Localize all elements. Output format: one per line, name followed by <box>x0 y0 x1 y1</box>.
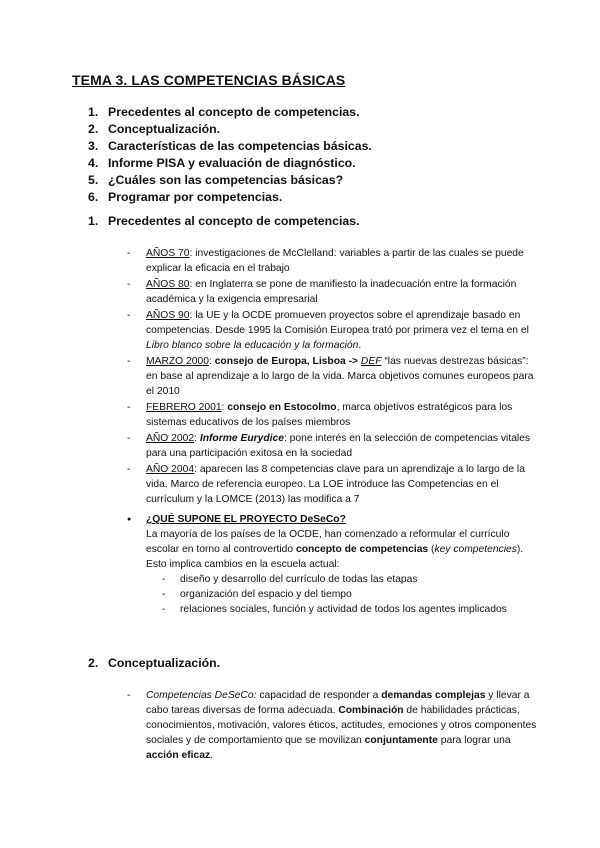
list-item: - diseño y desarrollo del currículo de todas las etapas <box>162 572 537 587</box>
deseco-block <box>127 512 537 617</box>
changes-list <box>127 572 537 617</box>
list-item: - AÑO 2004: aparecen las 8 competencias clave para un aprendizaje a lo largo de la vida. Marco de referencia europeo. La LOE introduce las Competencias en el currículum y la LOMCE (2013) las modifica a 7 <box>127 462 537 507</box>
deseco-paragraph-2: Esto implica cambios en la escuela actual: <box>146 559 340 570</box>
toc-item: 5. ¿Cuáles son las competencias básicas? <box>88 173 344 187</box>
list-item: - AÑOS 70: investigaciones de McClelland: variables a partir de las cuales se puede explicar la eficacia en el trabajo <box>127 246 537 276</box>
definition-list <box>127 688 537 764</box>
list-item: - AÑOS 80: en Inglaterra se pone de manifiesto la inadecuación entre la formación académica y la exigencia empresarial <box>127 277 537 307</box>
toc-item: 1. Precedentes al concepto de competencias. <box>88 105 360 119</box>
toc-item: 2. Conceptualización. <box>88 122 221 136</box>
toc-item: 4. Informe PISA y evaluación de diagnóstico. <box>88 156 356 170</box>
page-title: TEMA 3. LAS COMPETENCIAS BÁSICAS <box>72 72 346 88</box>
deseco-paragraph: La mayoría de los países de la OCDE, han comenzado a reformular el currículo escolar en torno al controvertido concepto de competencias (key competencies). <box>146 529 524 555</box>
list-item: - Competencias DeSeCo: capacidad de responder a demandas complejas y llevar a cabo tareas diversas de forma adecuada. Combinación de habilidades prácticas, conocimientos, motivación, valores éticos, actitudes, emociones y otros componentes sociales y de comportamiento que se movilizan conjuntamente para lograr una acción eficaz. <box>127 688 537 763</box>
list-item: - AÑO 2002: Informe Eurydice: pone interés en la selección de competencias vitales para una participación exitosa en la sociedad <box>127 431 537 461</box>
deseco-heading: ● ¿QUÉ SUPONE EL PROYECTO DeSeCo? <box>127 512 537 527</box>
list-item: - MARZO 2000: consejo de Europa, Lisboa -> DEF “las nuevas destrezas básicas”: en base al aprendizaje a lo largo de la vida. Marca objetivos comunes europeos para el 2010 <box>127 354 537 399</box>
toc-item: 3. Características de las competencias básicas. <box>88 139 372 153</box>
list-item: - relaciones sociales, función y actividad de todos los agentes implicados <box>162 602 537 617</box>
list-item: - AÑOS 90: la UE y la OCDE promueven proyectos sobre el aprendizaje basado en competencias. Desde 1995 la Comisión Europea trató por primera vez el tema en el Libro blanco sobre la educación y la formación. <box>127 308 537 353</box>
toc-item: 6. Programar por competencias. <box>88 190 283 204</box>
section-2-heading: 2. Conceptualización. <box>88 656 221 670</box>
list-item: - organización del espacio y del tiempo <box>162 587 537 602</box>
list-item: - FEBRERO 2001: consejo en Estocolmo, marca objetivos estratégicos para los sistemas educativos de los países miembros <box>127 400 537 430</box>
timeline-list <box>127 246 537 508</box>
def-link[interactable]: DEF <box>360 356 382 367</box>
table-of-contents <box>88 104 372 206</box>
section-1-heading: 1. Precedentes al concepto de competencias. <box>88 214 360 228</box>
